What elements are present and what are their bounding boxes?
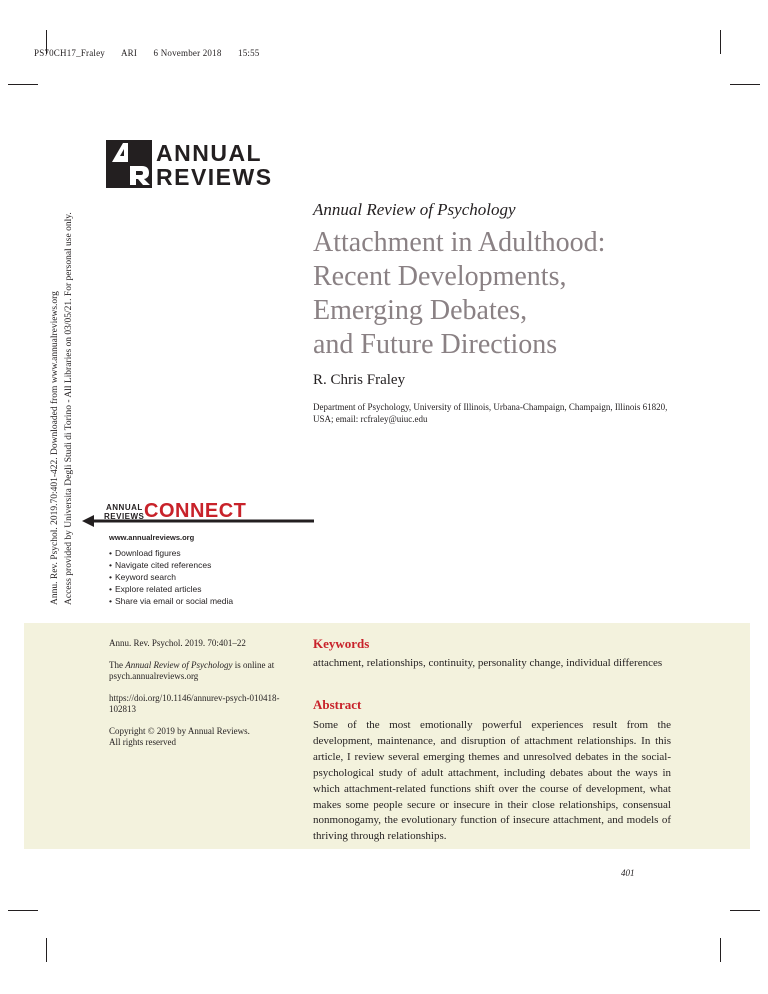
connect-word: CONNECT	[144, 500, 247, 522]
citation: Annu. Rev. Psychol. 2019. 70:401–22	[109, 638, 246, 648]
connect-box	[82, 500, 302, 620]
crop-mark	[730, 84, 760, 85]
journal-name: Annual Review of Psychology	[313, 200, 516, 219]
online-journal-name: Annual Review of Psychology	[125, 659, 233, 670]
author-affiliation: Department of Psychology, University of Illinois, Urbana-Champaign, Champaign, Illinois 61820, USA; email: rcfraley@uiuc.edu	[313, 402, 668, 424]
online-note: The Annual Review of Psychology is online at psych.annualreviews.org	[109, 659, 275, 681]
logo-word-annual: ANNUAL	[156, 140, 263, 166]
download-note-line: Annu. Rev. Psychol. 2019.70:401-422. Downloaded from www.annualreviews.org	[50, 291, 60, 605]
doi-link[interactable]: https://doi.org/10.1146/annurev-psych-010418-102813	[109, 692, 280, 714]
article-code: PS70CH17_Fraley	[34, 48, 106, 58]
list-item: • Keyword search	[109, 571, 233, 583]
title-line: Recent Developments,	[313, 261, 567, 292]
list-item: • Navigate cited references	[109, 559, 233, 571]
crop-mark	[720, 30, 721, 54]
connect-url[interactable]: www.annualreviews.org	[109, 533, 195, 542]
publisher-code: ARI	[120, 48, 138, 58]
connect-small-reviews: REVIEWS	[104, 512, 145, 521]
crop-mark	[46, 938, 47, 962]
logo-word-reviews: REVIEWS	[156, 164, 273, 190]
page-number: 401	[621, 868, 635, 878]
article-title	[313, 226, 673, 362]
abstract-text: Some of the most emotionally powerful experiences result from the development, maintenance, and disruption of attachment relationships. In this article, I review several emerging themes and unresolved debates in the social-psychological study of adult attachment, including debates about the ways in which attachment-related functions shift over the course of development, what makes some people secure or insecure in their close relationships, consensual nonmonogamy, the evolutionary function of insecure attachment, and models of thriving through relationships.	[313, 719, 671, 843]
title-line: Attachment in Adulthood:	[313, 227, 606, 258]
author-name: R. Chris Fraley	[313, 372, 406, 388]
connect-feature-list	[109, 547, 233, 607]
title-line: and Future Directions	[313, 329, 558, 360]
keywords-heading: Keywords	[313, 636, 370, 651]
crop-mark	[8, 910, 38, 911]
article-metadata	[109, 638, 299, 759]
list-item: • Explore related articles	[109, 583, 233, 595]
print-date: 6 November 2018	[153, 48, 222, 58]
title-line: Emerging Debates,	[313, 295, 528, 326]
running-head	[34, 48, 274, 58]
annual-reviews-logo	[106, 140, 276, 188]
connect-small-annual: ANNUAL	[106, 503, 143, 512]
print-time: 15:55	[238, 48, 260, 58]
list-item: • Share via email or social media	[109, 595, 233, 607]
copyright: Copyright © 2019 by Annual Reviews. All rights reserved	[109, 725, 250, 747]
abstract-heading: Abstract	[313, 697, 362, 712]
crop-mark	[730, 910, 760, 911]
list-item: • Download figures	[109, 547, 233, 559]
download-note-line: Access provided by Universita Degli Studi di Torino - All Libraries on 03/05/21. For personal use only.	[64, 212, 74, 605]
crop-mark	[720, 938, 721, 962]
keywords-text: attachment, relationships, continuity, personality change, individual differences	[313, 657, 663, 669]
ar-monogram-icon	[106, 140, 152, 188]
crop-mark	[8, 84, 38, 85]
